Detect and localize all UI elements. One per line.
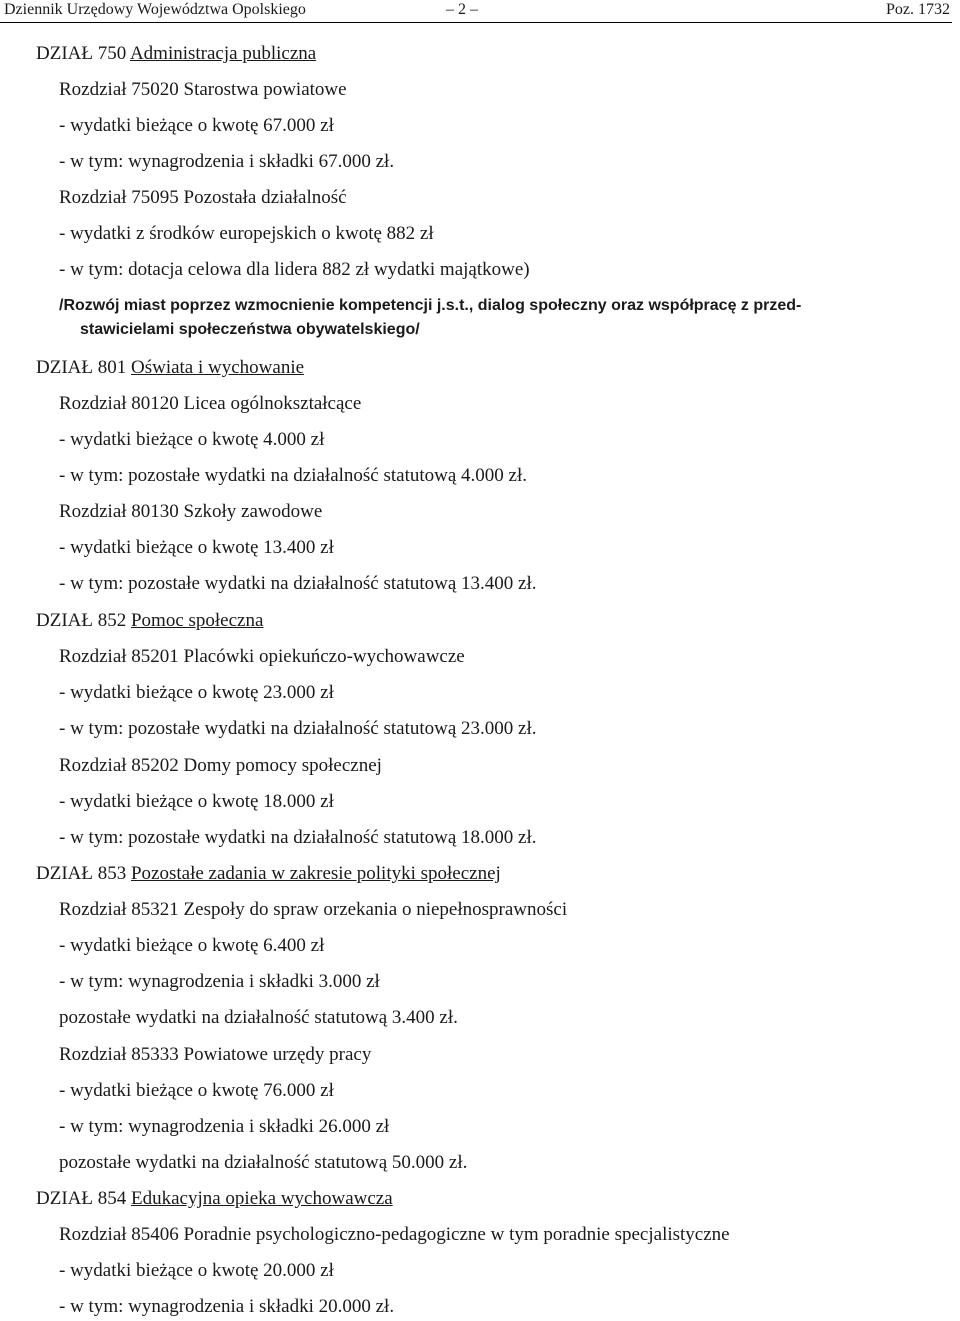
chapter-85406-title: Rozdział 85406 Poradnie psychologiczno-pedagogiczne w tym poradnie specjalistyczne	[59, 1224, 730, 1245]
list-item: - w tym: pozostałe wydatki na działalność statutową 13.400 zł.	[59, 573, 537, 594]
page-number: – 2 –	[446, 1, 478, 18]
chapter-85321-title: Rozdział 85321 Zespoły do spraw orzekania o niepełnosprawności	[59, 899, 568, 920]
list-item: - wydatki bieżące o kwotę 6.400 zł	[59, 935, 325, 956]
list-item: - wydatki z środków europejskich o kwotę 882 zł	[59, 223, 434, 244]
list-item: - wydatki bieżące o kwotę 76.000 zł	[59, 1080, 334, 1101]
list-item: pozostałe wydatki na działalność statutową 3.400 zł.	[59, 1007, 458, 1028]
list-item: - w tym: wynagrodzenia i składki 26.000 zł	[59, 1116, 390, 1137]
section-854-name: Edukacyjna opieka wychowawcza	[130, 1188, 393, 1209]
list-item: - w tym: pozostałe wydatki na działalność statutową 4.000 zł.	[59, 465, 528, 486]
list-item: - wydatki bieżące o kwotę 18.000 zł	[59, 791, 334, 812]
section-750-name: Administracja publiczna	[129, 43, 317, 64]
project-note-line-1: /Rozwój miast poprzez wzmocnienie kompetencji j.s.t., dialog społeczny oraz współpracę z przed-	[59, 297, 802, 314]
chapter-75020-title: Rozdział 75020 Starostwa powiatowe	[59, 79, 347, 100]
section-852-heading: DZIAŁ 852 Pomoc społeczna	[36, 610, 264, 631]
list-item: - w tym: pozostałe wydatki na działalność statutową 23.000 zł.	[59, 718, 537, 739]
list-item: - w tym: pozostałe wydatki na działalność statutową 18.000 zł.	[59, 827, 537, 848]
list-item: - wydatki bieżące o kwotę 67.000 zł	[59, 115, 334, 136]
list-item: - wydatki bieżące o kwotę 23.000 zł	[59, 682, 334, 703]
section-853-heading: DZIAŁ 853 Pozostałe zadania w zakresie polityki społecznej	[36, 863, 501, 884]
position-number: Poz. 1732	[886, 1, 950, 18]
journal-title: Dziennik Urzędowy Województwa Opolskiego	[4, 1, 306, 18]
section-801-name: Oświata i wychowanie	[130, 357, 305, 378]
section-801-heading: DZIAŁ 801 Oświata i wychowanie	[36, 357, 305, 378]
list-item: - w tym: dotacja celowa dla lidera 882 zł wydatki majątkowe)	[59, 259, 530, 280]
header-rule	[0, 22, 952, 23]
list-item: - w tym: wynagrodzenia i składki 3.000 zł	[59, 971, 380, 992]
section-852-name: Pomoc społeczna	[130, 610, 264, 631]
list-item: - w tym: wynagrodzenia i składki 67.000 zł.	[59, 151, 395, 172]
list-item: - w tym: wynagrodzenia i składki 20.000 zł.	[59, 1296, 395, 1317]
chapter-80130-title: Rozdział 80130 Szkoły zawodowe	[59, 501, 323, 522]
section-750-heading: DZIAŁ 750 Administracja publiczna	[36, 43, 317, 64]
chapter-80120-title: Rozdział 80120 Licea ogólnokształcące	[59, 393, 362, 414]
chapter-75095-title: Rozdział 75095 Pozostała działalność	[59, 187, 347, 208]
list-item: pozostałe wydatki na działalność statutową 50.000 zł.	[59, 1152, 468, 1173]
list-item: - wydatki bieżące o kwotę 13.400 zł	[59, 537, 334, 558]
section-854-heading: DZIAŁ 854 Edukacyjna opieka wychowawcza	[36, 1188, 393, 1209]
chapter-85202-title: Rozdział 85202 Domy pomocy społecznej	[59, 755, 382, 776]
chapter-85333-title: Rozdział 85333 Powiatowe urzędy pracy	[59, 1044, 372, 1065]
list-item: - wydatki bieżące o kwotę 20.000 zł	[59, 1260, 334, 1281]
chapter-85201-title: Rozdział 85201 Placówki opiekuńczo-wychowawcze	[59, 646, 465, 667]
project-note-line-2: stawicielami społeczeństwa obywatelskiego/	[80, 321, 420, 338]
page-header	[4, 0, 950, 20]
list-item: - wydatki bieżące o kwotę 4.000 zł	[59, 429, 325, 450]
section-853-name: Pozostałe zadania w zakresie polityki społecznej	[130, 863, 501, 884]
